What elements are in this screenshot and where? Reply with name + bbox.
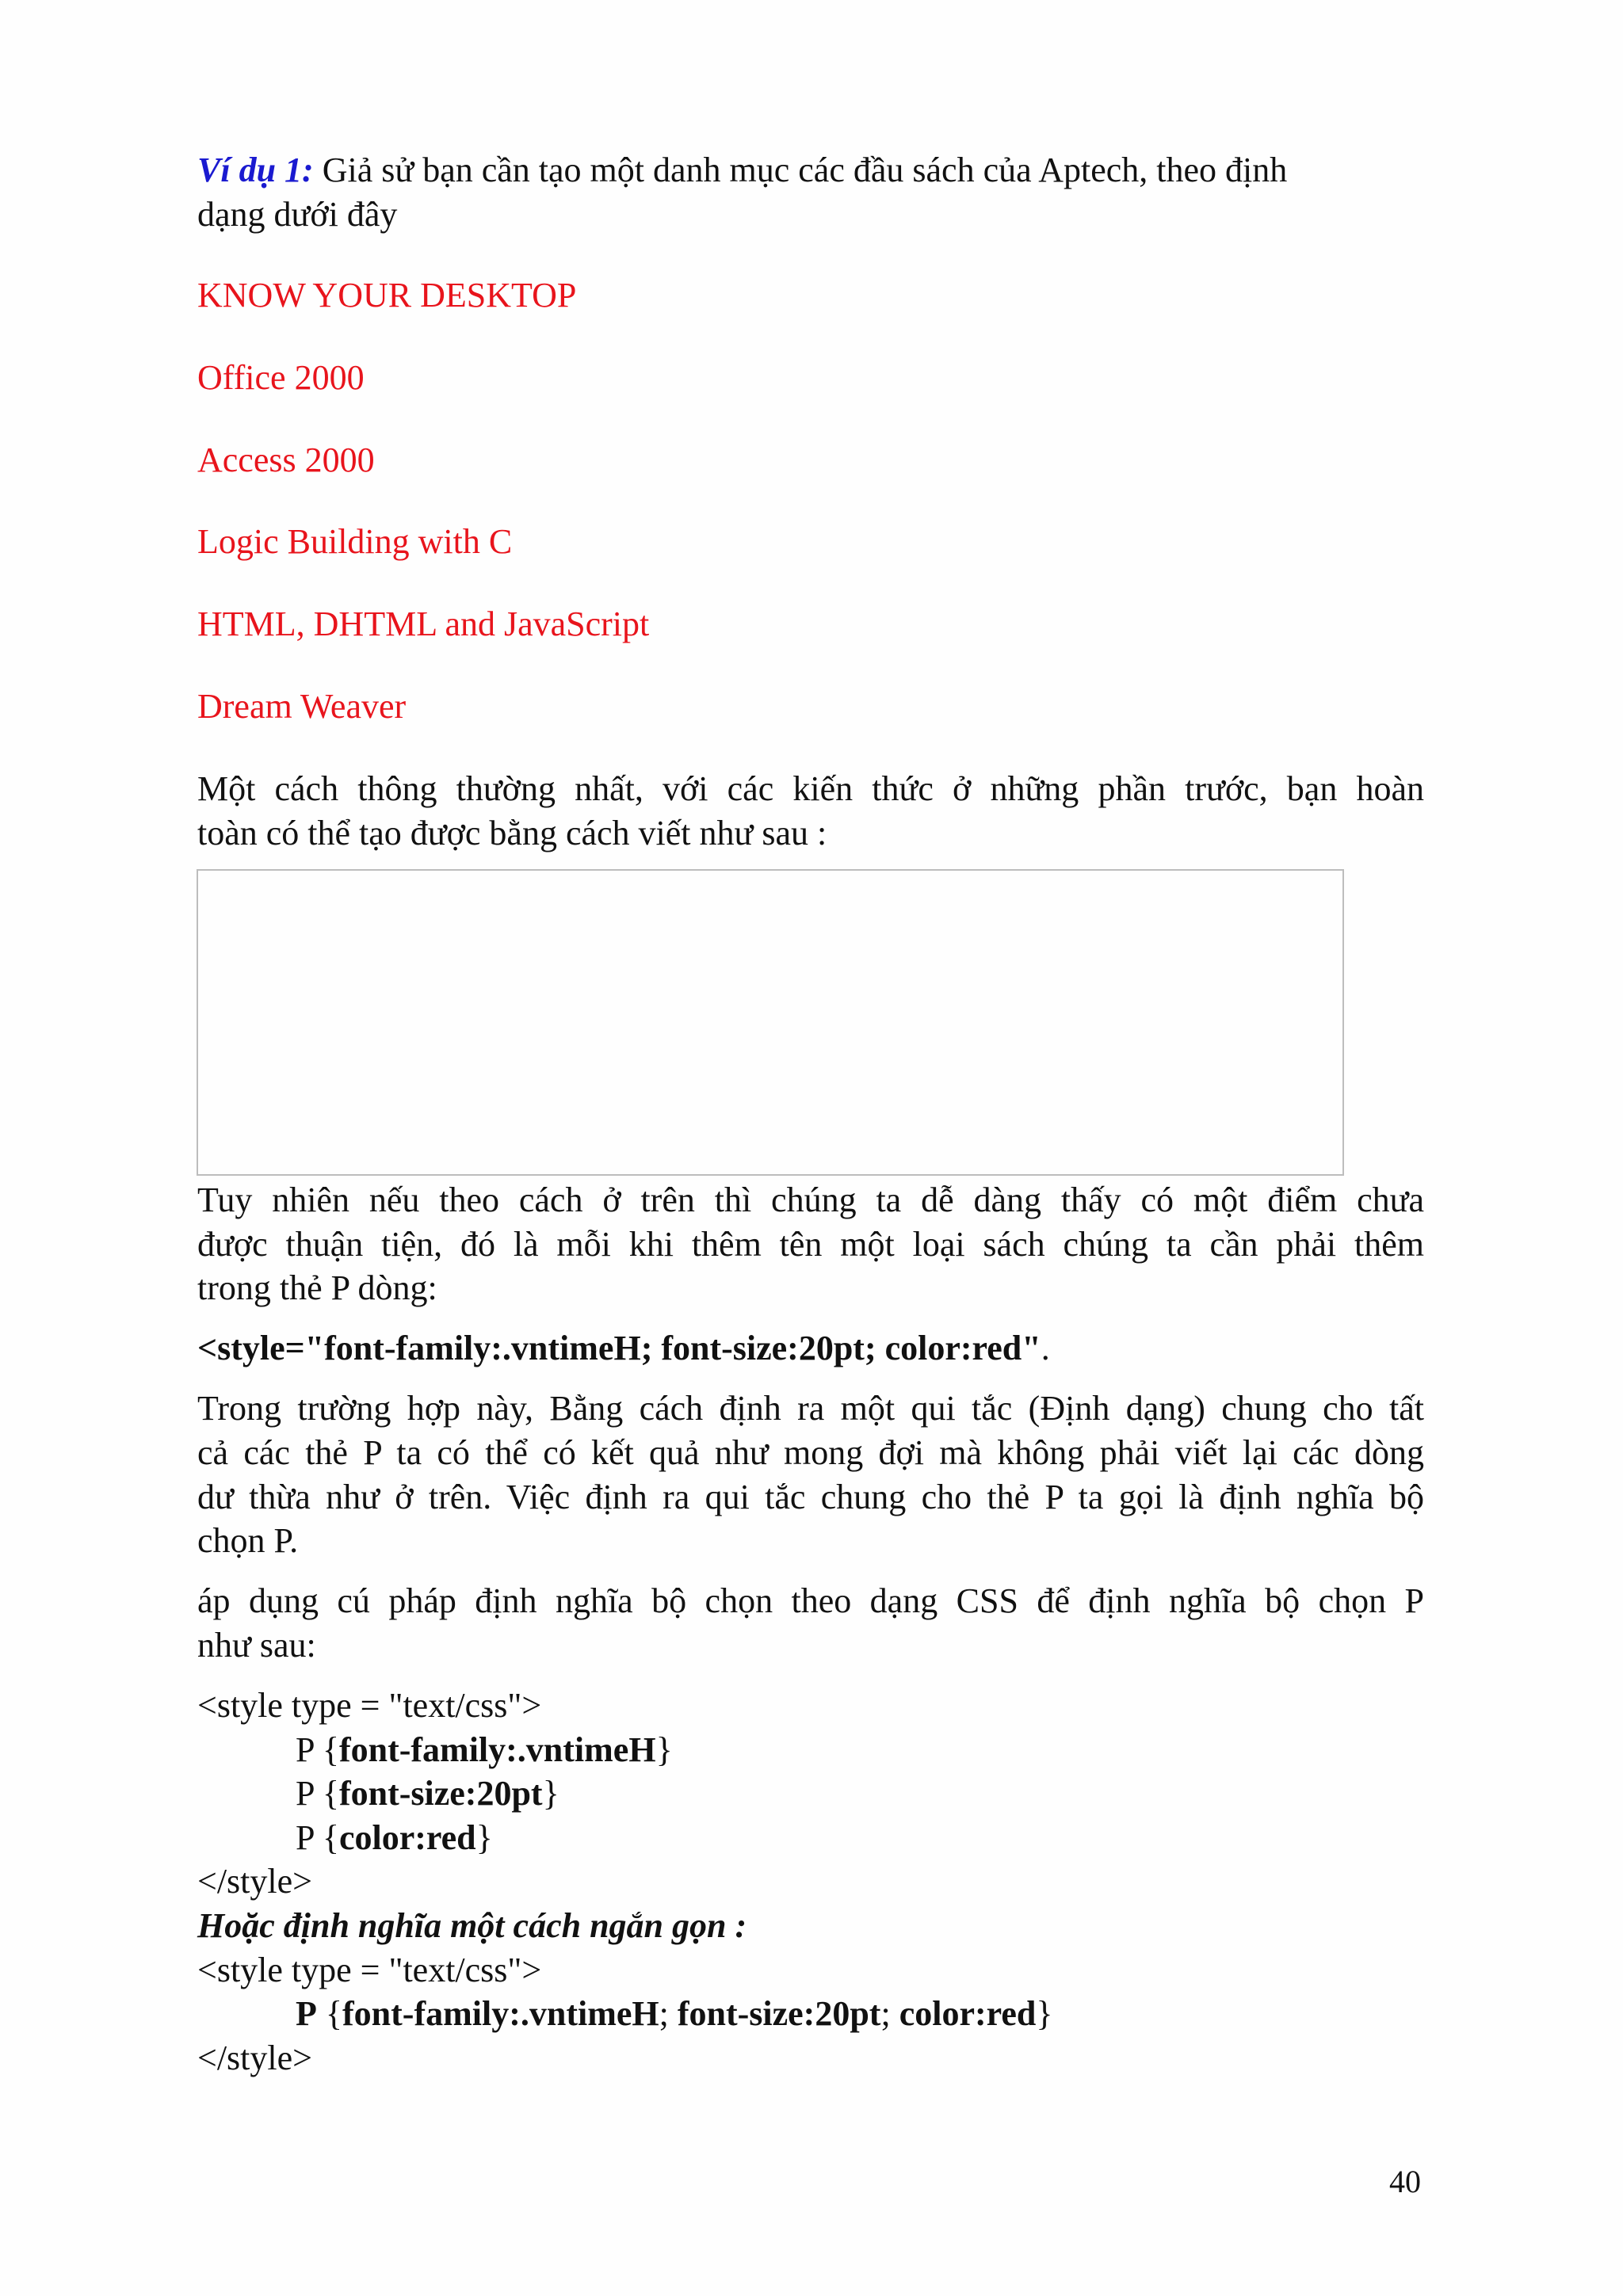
book-title-6: Dream Weaver bbox=[197, 687, 407, 726]
book-title-3: Access 2000 bbox=[197, 441, 375, 479]
code-2-separator-2: ; bbox=[880, 1994, 899, 2033]
code-2-declaration-3: color:red bbox=[899, 1994, 1037, 2033]
code-1-rule-1-selector: P { bbox=[296, 1730, 339, 1769]
code-2-rule bbox=[296, 1992, 1052, 2036]
book-title-2: Office 2000 bbox=[197, 358, 365, 397]
code-1-rule-3-declaration: color:red bbox=[338, 1818, 476, 1857]
code-2-open-tag: <style type = "text/css"> bbox=[197, 1951, 542, 1989]
code-1-rule-1 bbox=[296, 1728, 673, 1772]
paragraph-3-line-4: chọn P. bbox=[197, 1521, 299, 1560]
book-title-4: Logic Building with C bbox=[197, 522, 513, 561]
paragraph-3-line-1: Trong trường hợp này, Bằng cách định ra một qui tắc (Định dạng) chung cho tất bbox=[197, 1389, 1424, 1428]
code-1-rule-2 bbox=[296, 1772, 559, 1816]
short-definition-heading: Hoặc định nghĩa một cách ngắn gọn : bbox=[197, 1906, 747, 1945]
code-2-brace-open: { bbox=[316, 1994, 343, 2033]
book-title-5: HTML, DHTML and JavaScript bbox=[197, 605, 650, 643]
book-title-1: KNOW YOUR DESKTOP bbox=[197, 276, 577, 315]
code-1-rule-1-declaration: font-family:.vntimeH bbox=[338, 1730, 656, 1769]
paragraph-4-line-2: như sau: bbox=[197, 1626, 316, 1665]
code-1-rule-2-close: } bbox=[542, 1774, 559, 1813]
code-1-open-tag: <style type = "text/css"> bbox=[197, 1686, 542, 1725]
paragraph-3-line-2: cả các thẻ P ta có thể có kết quả như mong đợi mà không phải viết lại các dòng bbox=[197, 1433, 1424, 1472]
example-line-2: dạng dưới đây bbox=[197, 195, 398, 234]
style-attribute-line bbox=[197, 1326, 1050, 1371]
code-2-selector: P bbox=[296, 1994, 317, 2033]
code-1-close-tag: </style> bbox=[197, 1862, 312, 1901]
code-1-rule-3 bbox=[296, 1816, 493, 1860]
code-1-rule-3-close: } bbox=[475, 1818, 493, 1857]
style-attribute-code: <style="font-family:.vntimeH; font-size:20pt; color:red" bbox=[197, 1329, 1041, 1367]
paragraph-1-line-2: toàn có thể tạo được bằng cách viết như sau : bbox=[197, 814, 827, 852]
paragraph-2-line-1: Tuy nhiên nếu theo cách ở trên thì chúng ta dễ dàng thấy có một điểm chưa bbox=[197, 1180, 1424, 1219]
example-text: Giả sử bạn cần tạo một danh mục các đầu sách của Aptech, theo định bbox=[313, 151, 1288, 189]
code-1-rule-2-declaration: font-size:20pt bbox=[338, 1774, 543, 1813]
code-1-rule-2-selector: P { bbox=[296, 1774, 339, 1813]
code-2-separator-1: ; bbox=[659, 1994, 678, 2033]
paragraph-2-line-3: trong thẻ P dòng: bbox=[197, 1268, 437, 1307]
code-2-close-tag: </style> bbox=[197, 2039, 312, 2077]
paragraph-4-line-1: áp dụng cú pháp định nghĩa bộ chọn theo dạng CSS để định nghĩa bộ chọn P bbox=[197, 1581, 1424, 1620]
empty-image-frame bbox=[197, 869, 1344, 1176]
code-2-declaration-1: font-family:.vntimeH bbox=[342, 1994, 659, 2033]
code-1-rule-3-selector: P { bbox=[296, 1818, 339, 1857]
paragraph-3-line-3: dư thừa như ở trên. Việc định ra qui tắc chung cho thẻ P ta gọi là định nghĩa bộ bbox=[197, 1478, 1424, 1516]
example-label: Ví dụ 1: bbox=[197, 151, 314, 189]
code-2-declaration-2: font-size:20pt bbox=[677, 1994, 881, 2033]
example-line-1 bbox=[197, 148, 1287, 193]
style-attribute-period: . bbox=[1041, 1329, 1050, 1367]
paragraph-1-line-1: Một cách thông thường nhất, với các kiến thức ở những phần trước, bạn hoàn bbox=[197, 769, 1424, 808]
page-number: 40 bbox=[1389, 2164, 1421, 2199]
code-1-rule-1-close: } bbox=[655, 1730, 673, 1769]
code-2-brace-close: } bbox=[1036, 1994, 1053, 2033]
paragraph-2-line-2: được thuận tiện, đó là mỗi khi thêm tên một loại sách chúng ta cần phải thêm bbox=[197, 1225, 1424, 1264]
